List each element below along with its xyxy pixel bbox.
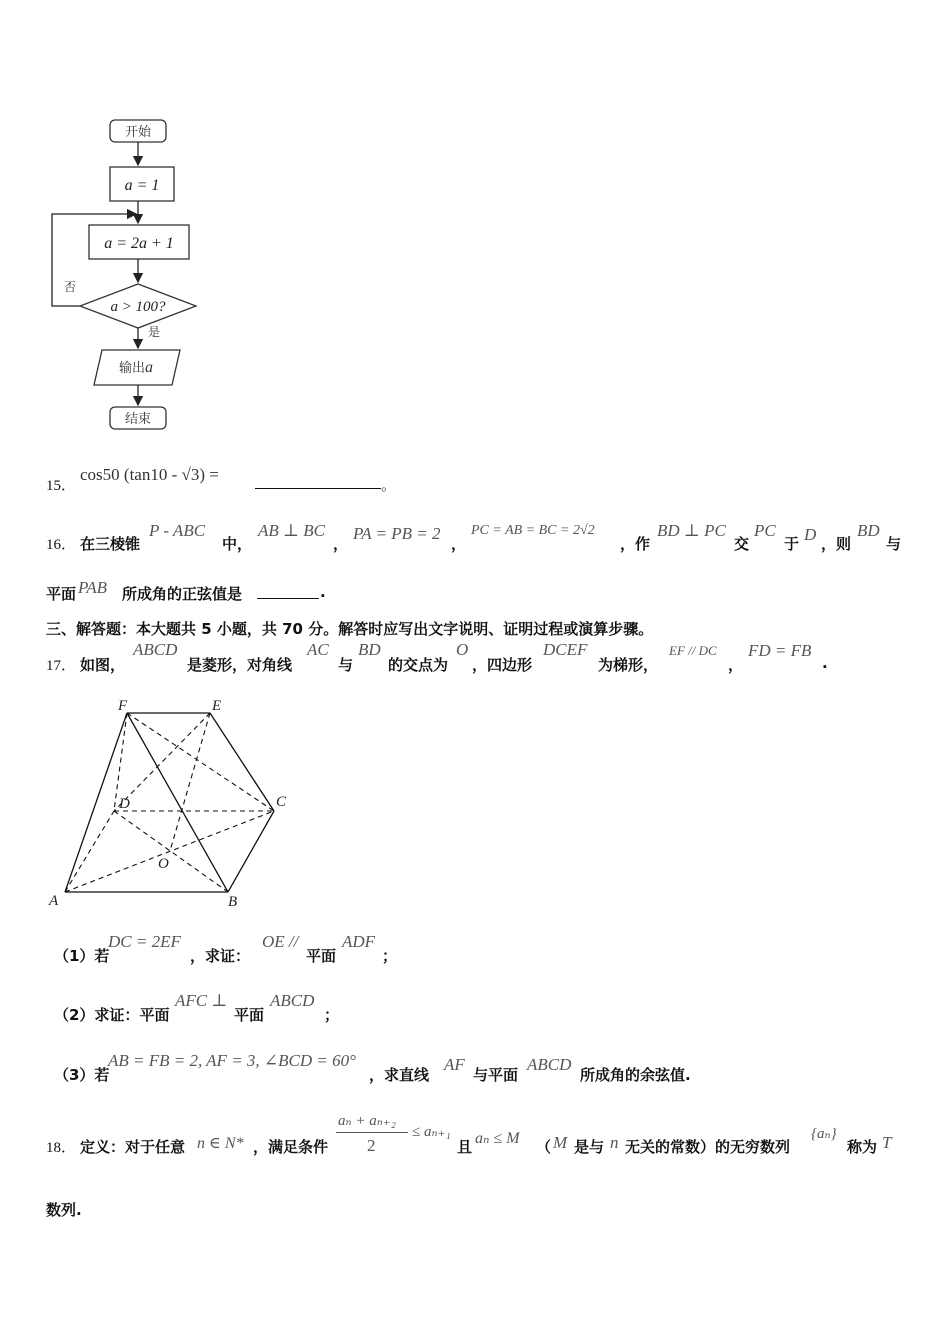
q16-text-1: 在三棱锥: [80, 535, 141, 553]
q17-p1-math-3: ADF: [342, 932, 376, 951]
q18-line-2: 数列.: [46, 1201, 82, 1219]
q16-text-3: ，: [333, 535, 349, 553]
q15-answer-blank[interactable]: [255, 472, 381, 489]
q16-line2-end: .: [320, 583, 326, 601]
q17-p2-math-2: ABCD: [270, 991, 315, 1010]
q18-fraction-denominator: 2: [367, 1136, 376, 1155]
q18-math-7: T: [882, 1133, 892, 1152]
q15-number: 15．: [46, 478, 77, 494]
q17-text-2: 是菱形，对角线: [187, 656, 293, 674]
q16-math-3: PA = PB = 2: [353, 524, 441, 543]
q18-math-4: M: [553, 1133, 568, 1152]
q18-number: 18．: [46, 1140, 77, 1156]
q18-math-2: ≤ aₙ₊₁: [412, 1124, 451, 1140]
q18-text-1: 定义：对于任意: [80, 1138, 186, 1156]
flow-output-text: 输出a: [118, 359, 154, 376]
q18-text-4: （: [536, 1138, 552, 1156]
q17-math-5: DCEF: [543, 640, 588, 659]
flow-condition-text: a > 100?: [110, 299, 166, 315]
q17-p1-text-2: ，求证：: [190, 947, 251, 965]
q17-p3-math-2: AF: [444, 1055, 465, 1074]
label-E: E: [212, 698, 222, 714]
section-3-heading: 三、解答题：本大题共 5 小题，共 70 分。解答时应写出文字说明、证明过程或演算步骤。: [46, 620, 654, 638]
q17-math-3: BD: [358, 640, 381, 659]
q16-text-7: 于: [784, 535, 800, 553]
q16-math-8: BD: [857, 521, 880, 540]
q17-math-6: EF // DC: [669, 643, 717, 658]
q17-p3-text-2: ，求直线: [369, 1066, 430, 1084]
edge-FB: [127, 713, 228, 892]
q17-p3-math-3: ABCD: [527, 1055, 572, 1074]
q18-text-6: 无关的常数）的无穷数列: [625, 1138, 791, 1156]
q17-p2-label: （2）求证：平面: [54, 1006, 170, 1024]
q16-line2-text-b: 所成角的正弦值是: [122, 585, 243, 603]
q17-text-4: 的交点为: [388, 656, 449, 674]
q18-text-2: ，满足条件: [253, 1138, 329, 1156]
q16-math-5: BD ⊥ PC: [657, 521, 726, 540]
q16-text-9: 与: [886, 535, 902, 553]
q17-text-8: .: [822, 654, 828, 672]
edge-EC: [210, 713, 274, 811]
q17-p3-math-1: AB = FB = 2, AF = 3, ∠BCD = 60°: [108, 1051, 356, 1070]
q18-math-6: {aₙ}: [811, 1126, 837, 1142]
edge-DB: [114, 811, 228, 892]
label-C: C: [276, 794, 287, 810]
edge-BC: [228, 811, 274, 892]
q17-p1-math-1: DC = 2EF: [108, 932, 181, 951]
q16-text-2: 中，: [222, 535, 253, 553]
flow-init-text: a = 1: [124, 177, 160, 194]
q17-p2-text-3: ；: [324, 1006, 340, 1024]
q17-text-7: ，: [728, 656, 744, 674]
q16-answer-blank[interactable]: [257, 583, 319, 599]
q17-text-6: 为梯形，: [598, 656, 659, 674]
q17-p1-math-2: OE //: [262, 932, 299, 951]
q18-text-7: 称为: [847, 1138, 878, 1156]
q16-number: 16．: [46, 537, 77, 553]
q17-text-3: 与: [338, 656, 354, 674]
q17-math-2: AC: [307, 640, 329, 659]
flow-update-text: a = 2a + 1: [104, 235, 174, 252]
q17-p3-text-3: 与平面: [473, 1066, 519, 1084]
q17-math-4: O: [456, 640, 469, 659]
q17-p1-text-3: 平面: [306, 947, 337, 965]
q16-math-1: P - ABC: [149, 521, 206, 540]
q17-p3-text-4: 所成角的余弦值.: [580, 1066, 691, 1084]
label-D: D: [119, 796, 130, 812]
q16-text-6: 交: [734, 535, 750, 553]
flow-yes-label: 是: [148, 325, 161, 339]
q17-p1-text-4: ；: [382, 947, 398, 965]
label-O: O: [158, 856, 169, 872]
q16-text-8: ，则: [821, 535, 852, 553]
q16-text-5: ，作: [620, 535, 651, 553]
q18-fraction-bar: [336, 1132, 408, 1133]
q15-expression: cos50 (tan10 - √3) =: [80, 465, 219, 484]
q16-math-7: D: [804, 525, 817, 544]
q15-end: 。: [381, 476, 397, 494]
q17-p2-text-2: 平面: [234, 1006, 265, 1024]
q18-math-3: aₙ ≤ M: [475, 1130, 520, 1147]
q16-math-4: PC = AB = BC = 2√2: [471, 523, 595, 538]
q16-math-2: AB ⊥ BC: [258, 521, 325, 540]
q17-text-5: ，四边形: [472, 656, 533, 674]
q16-line2-math: PAB: [78, 578, 107, 597]
q17-math-7: FD = FB: [748, 641, 812, 660]
q18-math-5: n: [610, 1133, 619, 1152]
q17-math-1: ABCD: [133, 640, 178, 659]
edge-AC: [65, 811, 274, 892]
q17-p2-math-1: AFC ⊥: [175, 991, 228, 1010]
flow-start-text: 开始: [124, 124, 152, 139]
q17-number: 17．: [46, 658, 77, 674]
label-A: A: [49, 893, 59, 909]
q16-line2-text-a: 平面: [46, 585, 77, 603]
q17-figure: [40, 690, 300, 915]
q18-text-3: 且: [457, 1138, 473, 1156]
q16-text-4: ，: [451, 535, 467, 553]
edge-FC: [127, 713, 274, 811]
label-F: F: [118, 698, 128, 714]
q17-p3-label: （3）若: [54, 1066, 110, 1084]
edge-FA: [65, 713, 127, 892]
label-B: B: [228, 894, 238, 910]
q18-text-5: 是与: [574, 1138, 605, 1156]
q17-text-1: 如图，: [80, 656, 126, 674]
q17-p1-label: （1）若: [54, 947, 110, 965]
q16-math-6: PC: [754, 521, 776, 540]
flow-end-text: 结束: [124, 411, 152, 426]
q18-fraction-numerator: aₙ + aₙ₊₂: [338, 1113, 396, 1129]
flow-no-label: 否: [64, 280, 77, 294]
q18-math-1: n ∈ N*: [197, 1135, 244, 1152]
flowchart: [40, 110, 210, 440]
